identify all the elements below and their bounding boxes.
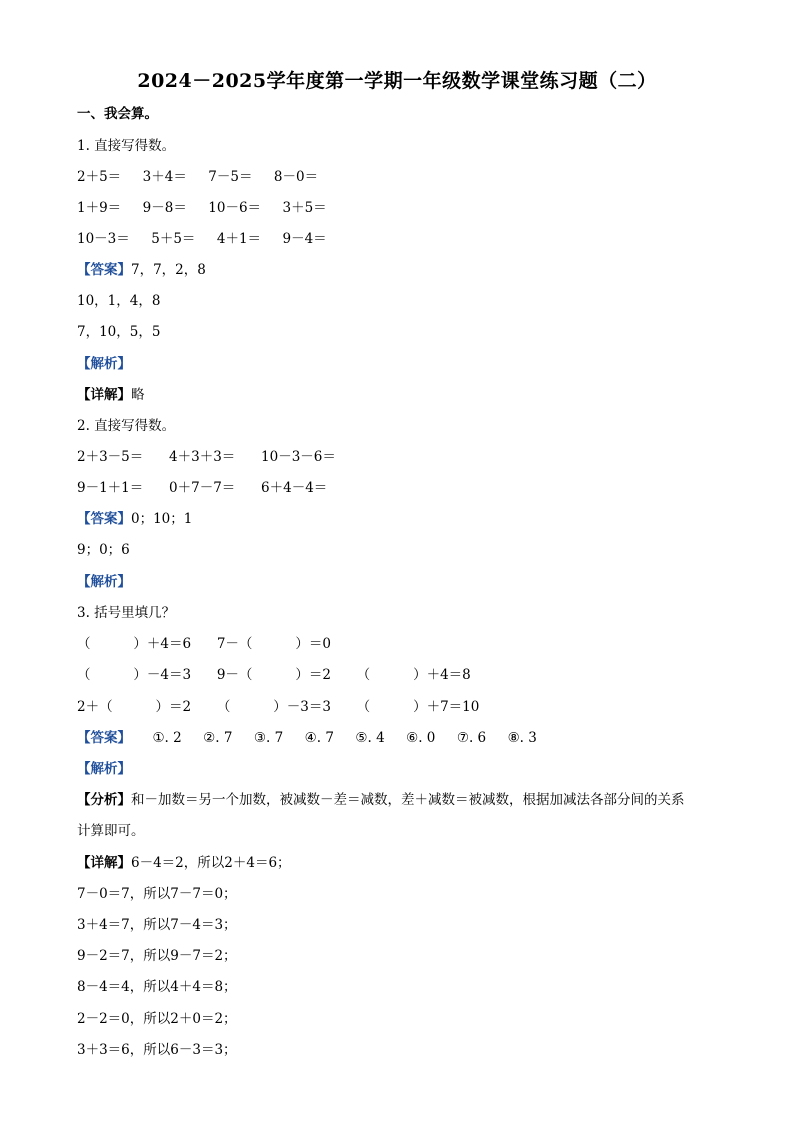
- fenxi-tag: 【分析】: [77, 792, 131, 808]
- detail-line-4: 9－2＝7，所以9－7＝2；: [77, 948, 237, 964]
- question-2-row-1: 2＋3－5＝ 4＋3＋3＝ 10－3－6＝: [77, 449, 336, 465]
- question-1-row-2: 1＋9＝ 9－8＝ 10－6＝ 3＋5＝: [77, 200, 327, 216]
- detail-tag: 【详解】: [77, 387, 131, 403]
- answer-tag: 【答案】: [77, 262, 131, 278]
- question-2-label: 2. 直接写得数。: [77, 418, 176, 434]
- question-3-row-2: （ ）－4＝3 9－（ ）＝2 （ ）＋4＝8: [77, 667, 471, 683]
- answer-tag: 【答案】: [77, 511, 131, 527]
- page-title: 2024－2025学年度第一学期一年级数学课堂练习题（二）: [137, 70, 657, 92]
- question-3-fenxi: [77, 791, 685, 809]
- detail-line-2: 7－0＝7，所以7－7＝0；: [77, 886, 237, 902]
- fenxi-line-1: 和－加数＝另一个加数，被减数－差＝减数，差＋减数＝被减数，根据加减法各部分间的关系: [131, 792, 685, 808]
- answer-list: ①. 2 ②. 7 ③. 7 ④. 7 ⑤. 4 ⑥. 0 ⑦. 6 ⑧. 3: [131, 730, 537, 746]
- question-2-row-2: 9－1＋1＝ 0＋7－7＝ 6＋4－4＝: [77, 480, 328, 496]
- question-1-detail: [77, 386, 145, 404]
- detail-line-5: 8－4＝4，所以4＋4＝8；: [77, 979, 237, 995]
- detail-line-1: 6－4＝2，所以2＋4＝6；: [131, 855, 291, 871]
- question-1-row-1: 2＋5＝ 3＋4＝ 7－5＝ 8－0＝: [77, 169, 319, 185]
- question-3-answer: [77, 729, 537, 747]
- question-3-row-1: （ ）＋4＝6 7－（ ）＝0: [77, 636, 331, 652]
- detail-line-6: 2－2＝0，所以2＋0＝2；: [77, 1011, 237, 1027]
- question-3-row-3: 2＋（ ）＝2 （ ）－3＝3 （ ）＋7＝10: [77, 699, 480, 715]
- question-3-analysis-tag: 【解析】: [77, 761, 131, 777]
- question-1-answer-line-2: 10，1，4，8: [77, 293, 161, 309]
- question-3-label: 3. 括号里填几？: [77, 605, 176, 621]
- answer-line-1: 7，7，2，8: [131, 262, 206, 278]
- detail-line-3: 3＋4＝7，所以7－4＝3；: [77, 917, 237, 933]
- question-1-label: 1. 直接写得数。: [77, 138, 176, 154]
- detail-line-7: 3＋3＝6，所以6－3＝3；: [77, 1042, 237, 1058]
- question-2-answer-line-2: 9；0；6: [77, 542, 130, 558]
- question-2-answer: [77, 510, 192, 528]
- answer-line-1: 0；10；1: [131, 511, 193, 527]
- question-1-analysis-tag: 【解析】: [77, 356, 131, 372]
- section-heading: 一、我会算。: [77, 106, 158, 122]
- question-2-analysis-tag: 【解析】: [77, 574, 131, 590]
- detail-text: 略: [131, 387, 145, 403]
- question-1-row-3: 10－3＝ 5＋5＝ 4＋1＝ 9－4＝: [77, 231, 327, 247]
- question-3-fenxi-line-2: 计算即可。: [77, 823, 145, 839]
- question-3-detail: [77, 854, 291, 872]
- question-1-answer-line-3: 7，10，5，5: [77, 324, 161, 340]
- question-1-answer: [77, 261, 206, 279]
- detail-tag: 【详解】: [77, 855, 131, 871]
- answer-tag: 【答案】: [77, 730, 131, 746]
